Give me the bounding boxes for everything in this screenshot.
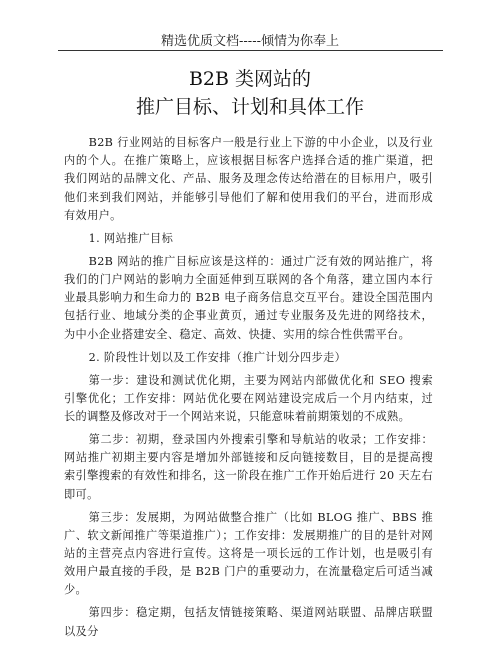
header-divider — [58, 50, 443, 51]
paragraph: B2B 网站的推广目标应该是这样的：通过广泛有效的网站推广，将我们的门户网站的影响力全面延伸到互联网的各个角落，建立国内本行业最具影响力和生命力的 B2B 电子商务信息交互平台。建设全国范围内包括行业、地域分类的企事业黄页，通过专业服务及先进的网络技术，为中小企业搭建安全、稳定、高效、快捷、实用的综合性供需平台。 — [64, 254, 433, 341]
paragraph: 第二步：初期，登录国内外搜索引擎和导航站的收录；工作安排：网站推广初期主要内容是增加外部链接和反向链接数目，目的是提高搜索引擎搜索的有效性和排名，这一阶段在推广工作开始后进行 20 天左右即可。 — [64, 433, 433, 501]
paragraph: 第四步：稳定期，包括友情链接策略、渠道网站联盟、品牌店联盟以及分 — [64, 606, 433, 638]
title-line-1: B2B 类网站的 — [188, 68, 312, 90]
section-heading: 1. 网站推广目标 — [88, 231, 174, 245]
section-heading: 2. 阶段性计划以及工作安排（推广计划分四步走） — [88, 350, 347, 364]
paragraph: B2B 行业网站的目标客户一般是行业上下游的中小企业，以及行业内的个人。在推广策略上，应该根据目标客户选择合适的推广渠道，把我们网站的品牌文化、产品、服务及理念传达给潜在的目标用户，吸引他们来到我们网站，并能够引导他们了解和使用我们的平台，进而形成有效用户。 — [64, 136, 433, 222]
title-line-2: 推广目标、计划和具体工作 — [135, 96, 364, 118]
paragraph: 第一步：建设和测试优化期，主要为网站内部做优化和 SEO 搜索引擎优化；工作安排：网站优化要在网站建设完成后一个月内结束，过长的调整及修改对于一个网站来说，只能意味着前期策划的不成熟。 — [64, 373, 433, 424]
page-header: 精选优质文档-----倾情为你奉上 — [161, 34, 339, 49]
paragraph: 第三步：发展期，为网站做整合推广（比如 BLOG 推广、BBS 推广、软文新闻推广等渠道推广）；工作安排：发展期推广的目的是针对网站的主营亮点内容进行宣传。这将是一项长远的工作计划，也是吸引有效用户最直接的手段，是 B2B 门户的重要动力，在流量稳定后可适当减少。 — [64, 510, 433, 597]
document-body — [64, 134, 433, 646]
